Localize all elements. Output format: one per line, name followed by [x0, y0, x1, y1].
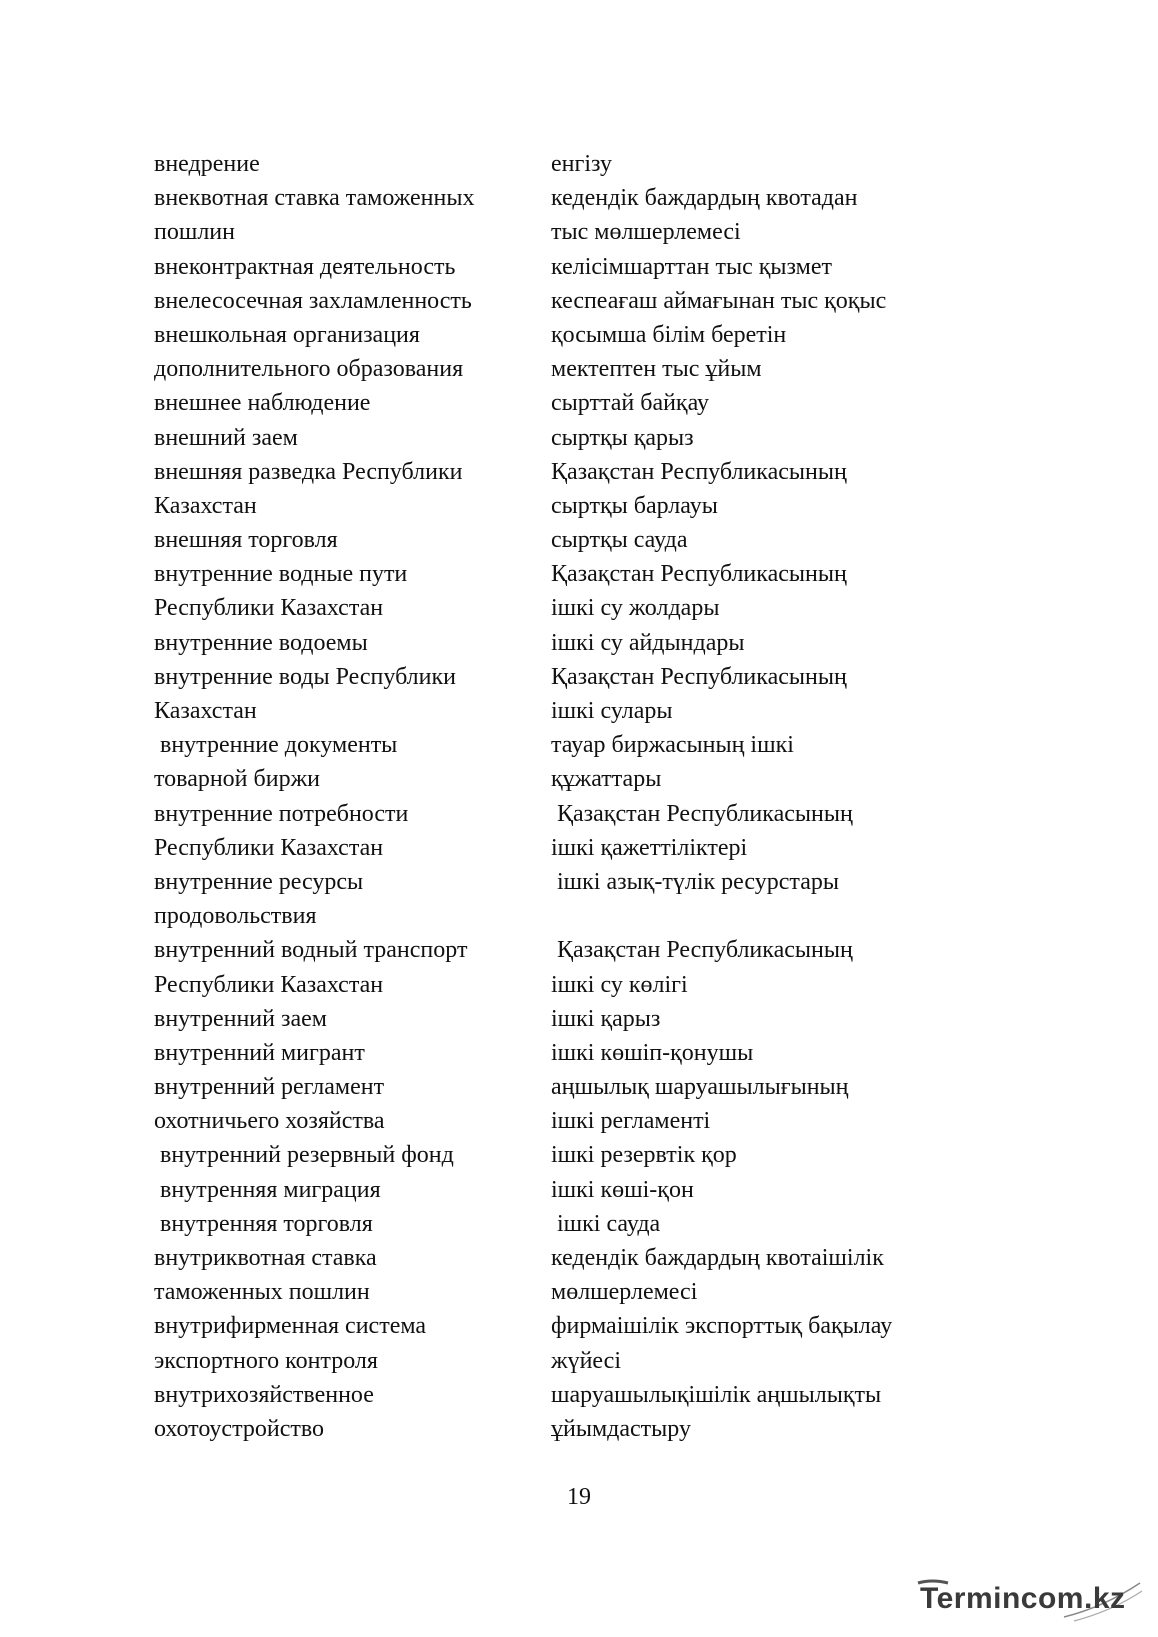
russian-term: внутренний водный транспорт	[154, 937, 468, 964]
kazakh-term: ішкі көші-қон	[551, 1176, 694, 1203]
kazakh-term: ішкі регламенті	[551, 1108, 711, 1135]
kazakh-term: Қазақстан Республикасының	[551, 800, 853, 827]
glossary-line	[0, 660, 1158, 694]
russian-term: экспортного контроля	[154, 1347, 378, 1374]
glossary-line	[0, 557, 1158, 591]
kazakh-term: сырттай байқау	[551, 390, 710, 417]
glossary-line	[0, 797, 1158, 831]
kazakh-term: мөлшерлемесі	[551, 1279, 698, 1306]
kazakh-term: Қазақстан Республикасының	[551, 458, 847, 485]
kazakh-term: ішкі көшіп-қонушы	[551, 1039, 754, 1066]
glossary-line	[0, 489, 1158, 523]
kazakh-term: шаруашылықішілік аңшылықты	[551, 1381, 882, 1408]
glossary-line	[0, 626, 1158, 660]
russian-term: внутриквотная ставка	[154, 1245, 377, 1271]
glossary-line	[0, 591, 1158, 625]
russian-term: Казахстан	[154, 698, 257, 724]
russian-term: Республики Казахстан	[154, 971, 384, 998]
glossary-line	[0, 968, 1158, 1002]
kazakh-term: сыртқы сауда	[551, 527, 688, 554]
kazakh-term: тауар биржасының ішкі	[551, 732, 794, 759]
page-number: 19	[567, 1484, 591, 1510]
russian-term: охотничьего хозяйства	[154, 1108, 385, 1135]
russian-term: внутренний резервный фонд	[154, 1142, 454, 1169]
glossary-line	[0, 1241, 1158, 1275]
glossary-line	[0, 865, 1158, 899]
glossary-line	[0, 694, 1158, 728]
kazakh-term: Қазақстан Республикасының	[551, 663, 847, 690]
glossary-line	[0, 1036, 1158, 1070]
russian-term: внешкольная организация	[154, 321, 420, 348]
russian-term: внешняя разведка Республики	[154, 458, 463, 485]
kazakh-term: Қазақстан Республикасының	[551, 937, 853, 964]
russian-term: внутрихозяйственное	[154, 1381, 374, 1408]
kazakh-term: ішкі сулары	[551, 698, 673, 724]
kazakh-term: Қазақстан Республикасының	[551, 561, 847, 588]
kazakh-term: кедендік баждардың квотаішілік	[551, 1245, 884, 1271]
glossary-line	[0, 284, 1158, 318]
russian-term: Республики Казахстан	[154, 834, 384, 861]
glossary-line	[0, 1309, 1158, 1343]
glossary-line	[0, 762, 1158, 796]
russian-term: пошлин	[154, 219, 235, 246]
russian-term: дополнительного образования	[154, 356, 464, 383]
russian-term: внутренний регламент	[154, 1074, 385, 1101]
glossary-line	[0, 831, 1158, 865]
glossary-line	[0, 523, 1158, 557]
kazakh-term: сыртқы қарыз	[551, 424, 694, 451]
glossary-line	[0, 215, 1158, 249]
russian-term: внутренние водоемы	[154, 629, 368, 656]
kazakh-term: ұйымдастыру	[551, 1415, 691, 1442]
kazakh-term: ішкі қажеттіліктері	[551, 834, 748, 861]
kazakh-term: ішкі сауда	[551, 1210, 661, 1237]
kazakh-term: мектептен тыс ұйым	[551, 356, 762, 383]
russian-term: внутренние ресурсы	[154, 868, 364, 895]
glossary-line	[0, 386, 1158, 420]
glossary-line	[0, 250, 1158, 284]
kazakh-term: тыс мөлшерлемесі	[551, 219, 741, 246]
glossary-line	[0, 1207, 1158, 1241]
russian-term: внеквотная ставка таможенных	[154, 185, 475, 212]
russian-term: внутренняя торговля	[154, 1210, 373, 1237]
russian-term: продовольствия	[154, 903, 317, 930]
russian-term: внутрифирменная система	[154, 1313, 427, 1340]
glossary-line	[0, 728, 1158, 762]
russian-term: внедрение	[154, 151, 260, 177]
glossary-line	[0, 352, 1158, 386]
glossary-line	[0, 318, 1158, 352]
kazakh-term: қосымша білім беретін	[551, 321, 787, 348]
kazakh-term: енгізу	[551, 151, 612, 177]
kazakh-term: құжаттары	[551, 766, 662, 793]
watermark-logo	[914, 1577, 1144, 1623]
glossary-line	[0, 1173, 1158, 1207]
glossary-line	[0, 147, 1158, 181]
glossary-line	[0, 1138, 1158, 1172]
russian-term: внутренние документы	[154, 732, 398, 759]
kazakh-term: ішкі су көлігі	[551, 971, 688, 998]
kazakh-term: сыртқы барлауы	[551, 492, 718, 519]
glossary-line	[0, 1002, 1158, 1036]
kazakh-term: ішкі резервтік қор	[551, 1142, 737, 1169]
russian-term: Республики Казахстан	[154, 595, 384, 622]
glossary-line	[0, 1275, 1158, 1309]
russian-term: внутренние воды Республики	[154, 663, 457, 690]
kazakh-term: кедендік баждардың квотадан	[551, 185, 858, 212]
glossary-line	[0, 181, 1158, 215]
russian-term: внешняя торговля	[154, 527, 338, 554]
glossary-line	[0, 1344, 1158, 1378]
russian-term: внеконтрактная деятельность	[154, 253, 456, 280]
glossary-list	[0, 147, 1158, 1446]
russian-term: внешнее наблюдение	[154, 390, 371, 417]
kazakh-term: аңшылық шаруашылығының	[551, 1074, 849, 1101]
russian-term: товарной биржи	[154, 766, 321, 793]
glossary-line	[0, 1070, 1158, 1104]
kazakh-term: ішкі қарыз	[551, 1005, 661, 1032]
glossary-line	[0, 1104, 1158, 1138]
russian-term: внелесосечная захламленность	[154, 287, 472, 314]
watermark-text: Termincom.kz	[920, 1582, 1126, 1615]
kazakh-term: жүйесі	[551, 1347, 621, 1374]
glossary-line	[0, 899, 1158, 933]
kazakh-term: фирмаішілік экспорттық бақылау	[551, 1313, 893, 1340]
russian-term: охотоустройство	[154, 1415, 325, 1442]
kazakh-term: ішкі су жолдары	[551, 595, 720, 622]
glossary-line	[0, 933, 1158, 967]
russian-term: внешний заем	[154, 424, 298, 451]
kazakh-term: келісімшарттан тыс қызмет	[551, 253, 832, 280]
russian-term: внутренние водные пути	[154, 561, 408, 588]
kazakh-term: ішкі азық-түлік ресурстары	[551, 868, 839, 895]
russian-term: внутренняя миграция	[154, 1176, 381, 1203]
russian-term: таможенных пошлин	[154, 1279, 370, 1306]
russian-term: Казахстан	[154, 492, 257, 519]
glossary-line	[0, 1378, 1158, 1412]
glossary-line	[0, 421, 1158, 455]
glossary-line	[0, 455, 1158, 489]
kazakh-term: кеспеағаш аймағынан тыс қоқыс	[551, 287, 887, 314]
russian-term: внутренние потребности	[154, 800, 409, 827]
russian-term: внутренний мигрант	[154, 1039, 365, 1066]
kazakh-term: ішкі су айдындары	[551, 629, 745, 656]
russian-term: внутренний заем	[154, 1005, 327, 1032]
glossary-line	[0, 1412, 1158, 1446]
